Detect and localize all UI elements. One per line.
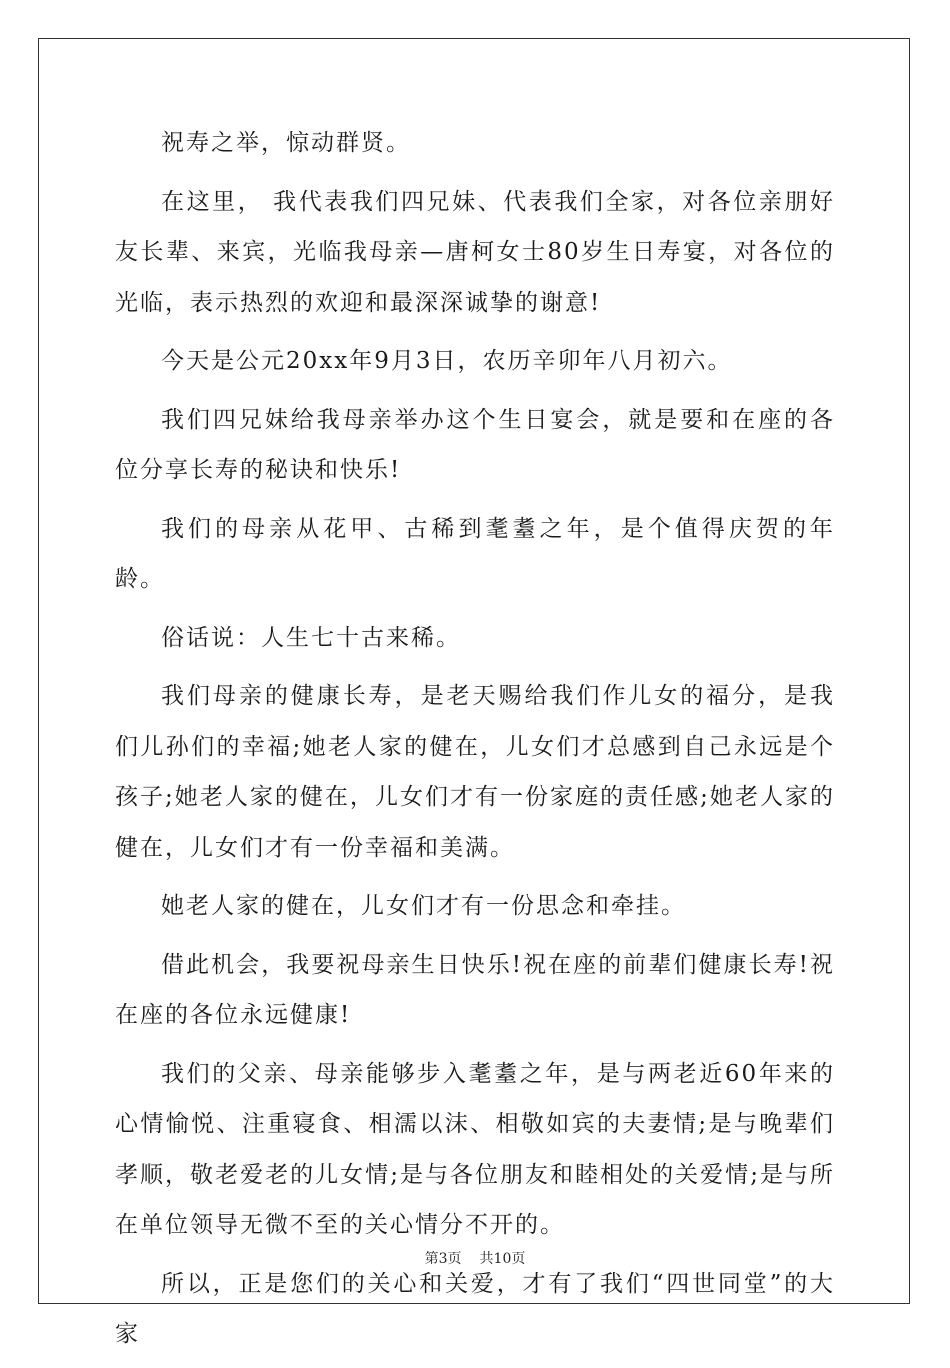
paragraph: 在这里， 我代表我们四兄妹、代表我们全家，对各位亲朋好友长辈、来宾，光临我母亲—唐柯女士80岁生日寿宴，对各位的光临，表示热烈的欢迎和最深深诚挚的谢意! xyxy=(115,188,835,316)
paragraph: 所以，正是您们的关心和关爱，才有了我们“四世同堂”的大家 xyxy=(115,1270,835,1347)
page-footer xyxy=(0,1248,950,1268)
paragraph: 俗话说：人生七十古来稀。 xyxy=(161,624,461,651)
page-total: 共10页 xyxy=(479,1251,526,1267)
paragraph: 借此机会，我要祝母亲生日快乐!祝在座的前辈们健康长寿!祝在座的各位永远健康! xyxy=(115,951,835,1028)
paragraph: 我们母亲的健康长寿，是老天赐给我们作儿女的福分，是我们儿孙们的幸福;她老人家的健在，儿女们才总感到自己永远是个孩子;她老人家的健在，儿女们才有一份家庭的责任感;她老人家的健在，儿女们才有一份幸福和美满。 xyxy=(115,683,835,861)
page-number: 第3页 xyxy=(424,1251,462,1267)
paragraph: 我们四兄妹给我母亲举办这个生日宴会，就是要和在座的各位分享长寿的秘诀和快乐! xyxy=(115,406,835,483)
paragraph: 我们的母亲从花甲、古稀到耄耋之年，是个值得庆贺的年龄。 xyxy=(115,515,835,592)
paragraph: 我们的父亲、母亲能够步入耄耋之年，是与两老近60年来的心情愉悦、注重寝食、相濡以沫、相敬如宾的夫妻情;是与晚辈们孝顺，敬老爱老的儿女情;是与各位朋友和睦相处的关爱情;是与所在单位领导无微不至的关心情分不开的。 xyxy=(115,1060,835,1238)
document-body xyxy=(115,118,835,1368)
paragraph: 今天是公元20xx年9月3日，农历辛卯年八月初六。 xyxy=(161,348,733,374)
paragraph: 祝寿之举，惊动群贤。 xyxy=(161,130,411,156)
paragraph: 她老人家的健在，儿女们才有一份思念和牵挂。 xyxy=(161,893,686,919)
